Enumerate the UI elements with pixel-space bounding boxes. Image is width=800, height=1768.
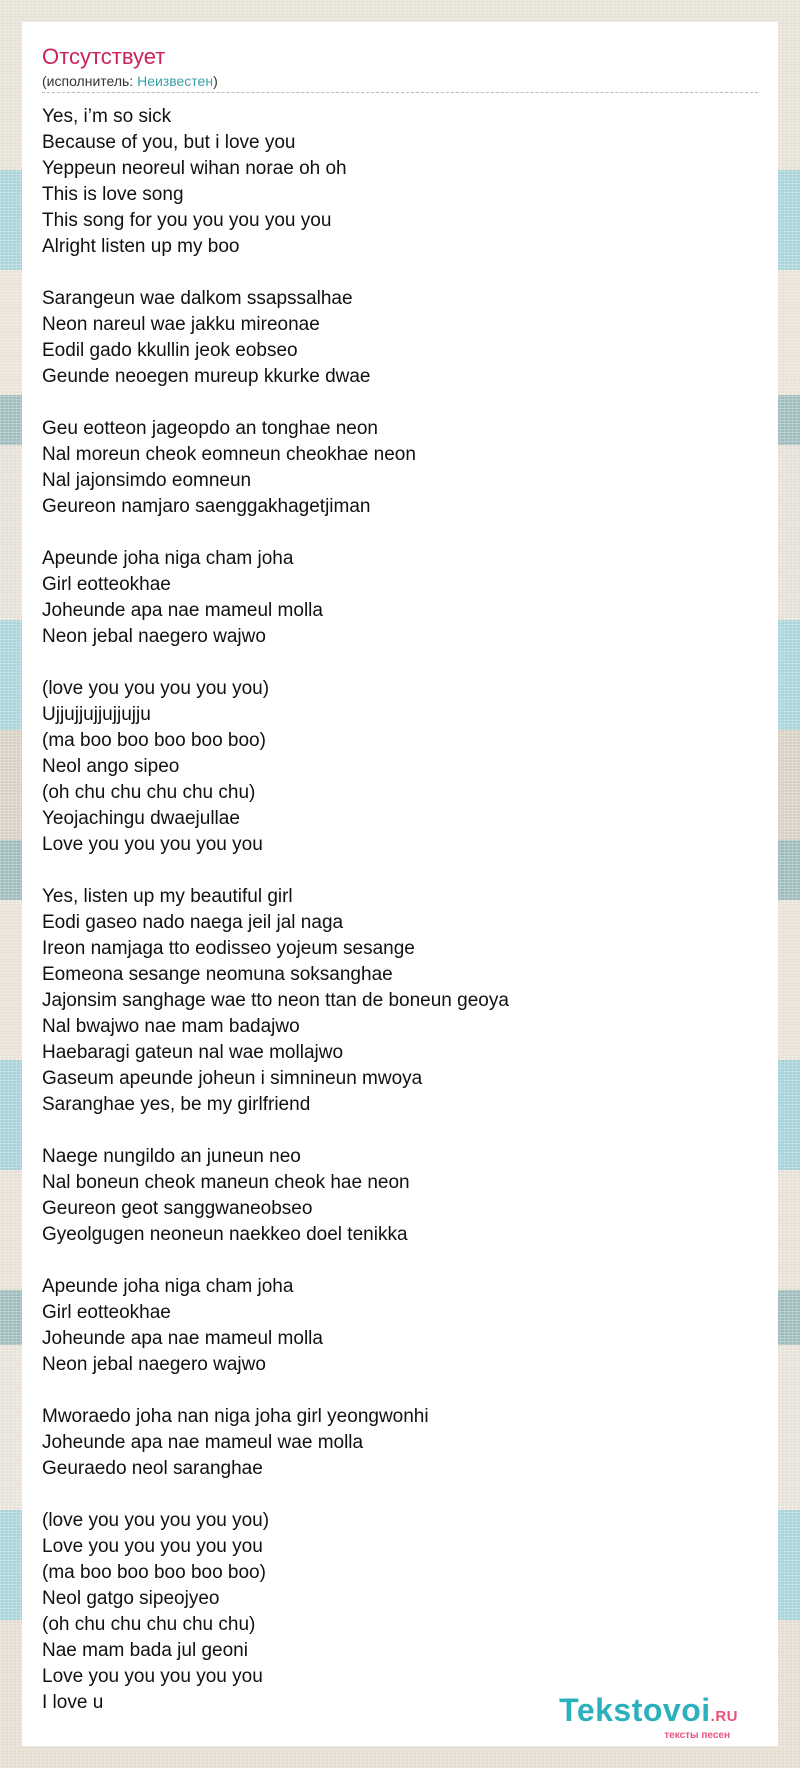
lyric-line: Neon jebal naegero wajwo [42,1354,266,1375]
lyric-line: Gaseum apeunde joheun i simnineun mwoya [42,1068,423,1089]
lyric-line: Alright listen up my boo [42,236,240,257]
lyric-line: (love you you you you you) [42,1510,270,1531]
lyric-line: Eodi gaseo nado naega jeil jal naga [42,912,344,933]
header-divider [42,92,758,93]
lyric-line: Gyeolgugen neoneun naekkeo doel tenikka [42,1224,408,1245]
lyrics-card [22,22,778,1746]
lyric-line: Nal boneun cheok maneun cheok hae neon [42,1172,410,1193]
lyric-line: Ujjujjujjujjujju [42,704,151,725]
lyric-line: Sarangeun wae dalkom ssapssalhae [42,288,353,309]
artist-suffix: ) [213,73,218,89]
stanza-break [42,650,752,676]
lyric-line: Neon nareul wae jakku mireonae [42,314,320,335]
lyric-line: Neol gatgo sipeojyeo [42,1588,220,1609]
lyric-line: Joheunde apa nae mameul molla [42,600,323,621]
lyric-line: (love you you you you you) [42,678,270,699]
logo-name: Tekstovoi [559,1692,711,1728]
lyric-line: Geu eotteon jageopdo an tonghae neon [42,418,378,439]
lyric-line: I love u [42,1692,104,1713]
lyric-line: Apeunde joha niga cham joha [42,548,294,569]
lyric-line: (ma boo boo boo boo boo) [42,1562,266,1583]
lyrics-text [42,104,752,1716]
stanza-break [42,858,752,884]
lyric-line: Joheunde apa nae mameul molla [42,1328,323,1349]
stanza-break [42,1378,752,1404]
stanza-break [42,1118,752,1144]
stanza-break [42,520,752,546]
lyric-line: Haebaragi gateun nal wae mollajwo [42,1042,344,1063]
logo-tagline: тексты песен [664,1730,730,1741]
site-logo[interactable] [559,1694,738,1741]
lyric-line: Geuraedo neol saranghae [42,1458,263,1479]
lyric-line: Apeunde joha niga cham joha [42,1276,294,1297]
stanza-break [42,390,752,416]
lyric-line: Naege nungildo an juneun neo [42,1146,301,1167]
lyric-line: Eomeona sesange neomuna soksanghae [42,964,393,985]
lyric-line: Nal jajonsimdo eomneun [42,470,252,491]
artist-link[interactable]: Неизвестен [137,73,214,89]
lyric-line: (ma boo boo boo boo boo) [42,730,266,751]
stanza-break [42,1248,752,1274]
lyric-line: Geureon geot sanggwaneobseo [42,1198,313,1219]
lyric-line: Yeppeun neoreul wihan norae oh oh [42,158,347,179]
lyric-line: Love you you you you you [42,1666,263,1687]
artist-line [42,73,218,89]
lyric-line: Neol ango sipeo [42,756,180,777]
lyric-line: Nal moreun cheok eomneun cheokhae neon [42,444,416,465]
logo-tld: .RU [710,1708,738,1725]
song-title: Отсутствует [42,44,166,69]
lyric-line: Saranghae yes, be my girlfriend [42,1094,311,1115]
lyric-line: Yes, listen up my beautiful girl [42,886,293,907]
stanza-break [42,1482,752,1508]
lyric-line: Ireon namjaga tto eodisseo yojeum sesange [42,938,415,959]
artist-prefix: (исполнитель: [42,73,138,89]
lyric-line: Jajonsim sanghage wae tto neon ttan de boneun geoya [42,990,509,1011]
lyric-line: Nal bwajwo nae mam badajwo [42,1016,300,1037]
lyric-line: This song for you you you you you [42,210,332,231]
lyric-line: Eodil gado kkullin jeok eobseo [42,340,298,361]
lyric-line: Geureon namjaro saenggakhagetjiman [42,496,371,517]
lyric-line: Neon jebal naegero wajwo [42,626,266,647]
lyric-line: Girl eotteokhae [42,574,171,595]
lyric-line: This is love song [42,184,184,205]
logo-wordmark [559,1694,738,1733]
stanza-break [42,260,752,286]
lyric-line: Nae mam bada jul geoni [42,1640,248,1661]
lyric-line: Mworaedo joha nan niga joha girl yeongwonhi [42,1406,429,1427]
lyric-line: Geunde neoegen mureup kkurke dwae [42,366,371,387]
lyric-line: Love you you you you you [42,834,263,855]
lyric-line: Because of you, but i love you [42,132,296,153]
lyric-line: (oh chu chu chu chu chu) [42,782,256,803]
lyric-line: Love you you you you you [42,1536,263,1557]
lyric-line: Girl eotteokhae [42,1302,171,1323]
lyric-line: Joheunde apa nae mameul wae molla [42,1432,364,1453]
lyric-line: Yeojachingu dwaejullae [42,808,240,829]
lyric-line: Yes, i’m so sick [42,106,172,127]
lyric-line: (oh chu chu chu chu chu) [42,1614,256,1635]
